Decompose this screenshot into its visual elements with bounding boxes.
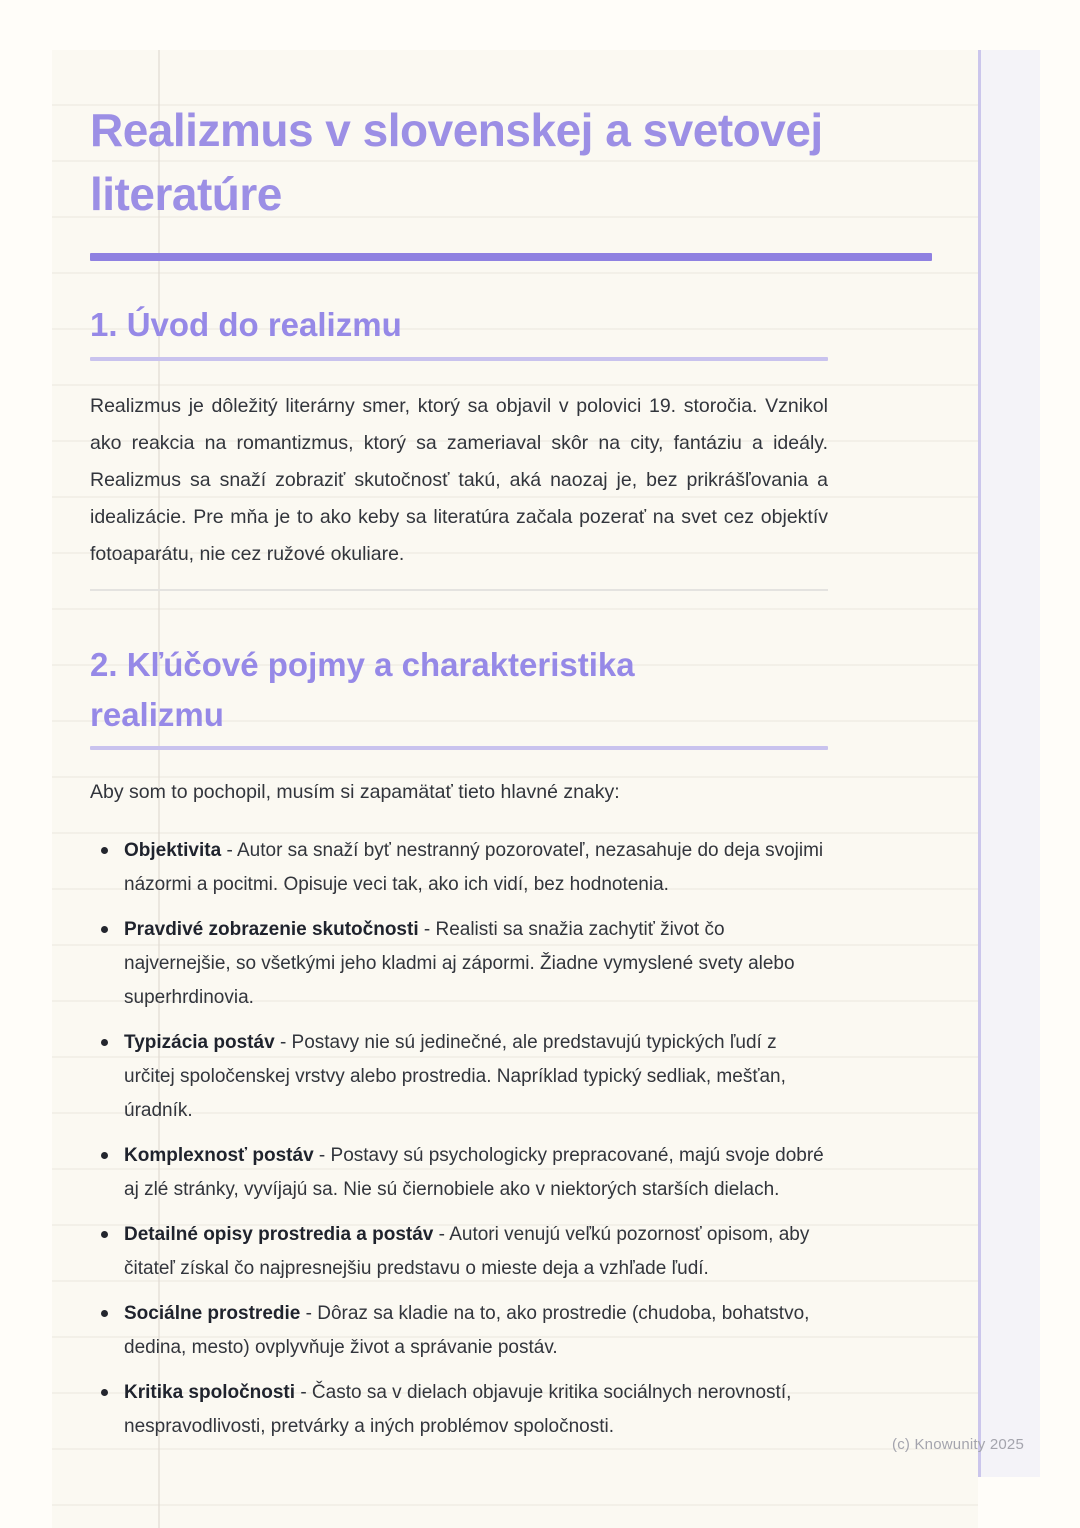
characteristics-list [90,834,828,1444]
bullet-icon [101,847,108,854]
list-intro: Aby som to pochopil, musím si zapamätať tieto hlavné znaky: [90,781,620,803]
bullet-icon [101,1310,108,1317]
watermark: (c) Knowunity 2025 [892,1436,1025,1453]
bullet-icon [101,1152,108,1159]
document-page [52,50,978,1528]
bullet-icon [101,1389,108,1396]
title-underline-rule [90,253,932,261]
bullet-text: - Realisti sa snažia zachytiť život čo najvernejšie, so všetkými jeho kladmi aj zápormi. Žiadne vymyslené svety alebo superhrdinovia. [124,919,795,1008]
section-heading-2: 2. Kľúčové pojmy a charakteristika realizmu [90,646,635,733]
bullet-term: Objektivita [124,840,222,861]
heading-underline-2 [90,746,828,750]
bullet-term: Komplexnosť postáv [124,1145,314,1166]
list-item [124,1026,828,1128]
bullet-term: Kritika spoločnosti [124,1382,296,1403]
list-item [124,913,828,1015]
list-item [124,1218,828,1286]
bullet-term: Detailné opisy prostredia a postáv [124,1224,434,1245]
page-title: Realizmus v slovenskej a svetovej literatúre [90,104,823,220]
section-divider [90,589,828,591]
bullet-icon [101,926,108,933]
bullet-text: - Postavy nie sú jedinečné, ale predstavujú typických ľudí z určitej spoločenskej vrstvy alebo prostredia. Napríklad typický sedliak, mešťan, úradník. [124,1032,786,1121]
bullet-term: Pravdivé zobrazenie skutočnosti [124,919,419,940]
bullet-term: Typizácia postáv [124,1032,275,1053]
list-item [124,834,828,902]
list-item [124,1376,828,1444]
bullet-term: Sociálne prostredie [124,1303,301,1324]
document-content [52,50,830,1444]
bullet-text: - Často sa v dielach objavuje kritika sociálnych nerovností, nespravodlivosti, pretvárky a iných problémov spoločnosti. [124,1382,792,1437]
intro-paragraph: Realizmus je dôležitý literárny smer, ktorý sa objavil v polovici 19. storočia. Vznikol ako reakcia na romantizmus, ktorý sa zameriaval skôr na city, fantáziu a ideály. Realizmus sa snaží zobraziť skutočnosť takú, aká naozaj je, bez prikrášľovania a idealizácie. Pre mňa je to ako keby sa literatúra začala pozerať na svet cez objektív fotoaparátu, nie cez ružové okuliare. [90,395,828,565]
bullet-text: - Dôraz sa kladie na to, ako prostredie (chudoba, bohatstvo, dedina, mesto) ovplyvňuje život a správanie postáv. [124,1303,810,1358]
page-edge-strip [978,50,1040,1477]
bullet-text: - Postavy sú psychologicky prepracované, majú svoje dobré aj zlé stránky, vyvíjajú sa. Nie sú čiernobiele ako v niektorých starších dielach. [124,1145,824,1200]
bullet-text: - Autori venujú veľkú pozornosť opisom, aby čitateľ získal čo najpresnejšiu predstavu o mieste deja a vzhľade ľudí. [124,1224,810,1279]
list-item [124,1297,828,1365]
heading-underline-1 [90,357,828,361]
bullet-icon [101,1039,108,1046]
bullet-text: - Autor sa snaží byť nestranný pozorovateľ, nezasahuje do deja svojimi názormi a pocitmi. Opisuje veci tak, ako ich vidí, bez hodnotenia. [124,840,824,895]
bullet-icon [101,1231,108,1238]
list-item [124,1139,828,1207]
section-heading-1: 1. Úvod do realizmu [90,306,402,343]
